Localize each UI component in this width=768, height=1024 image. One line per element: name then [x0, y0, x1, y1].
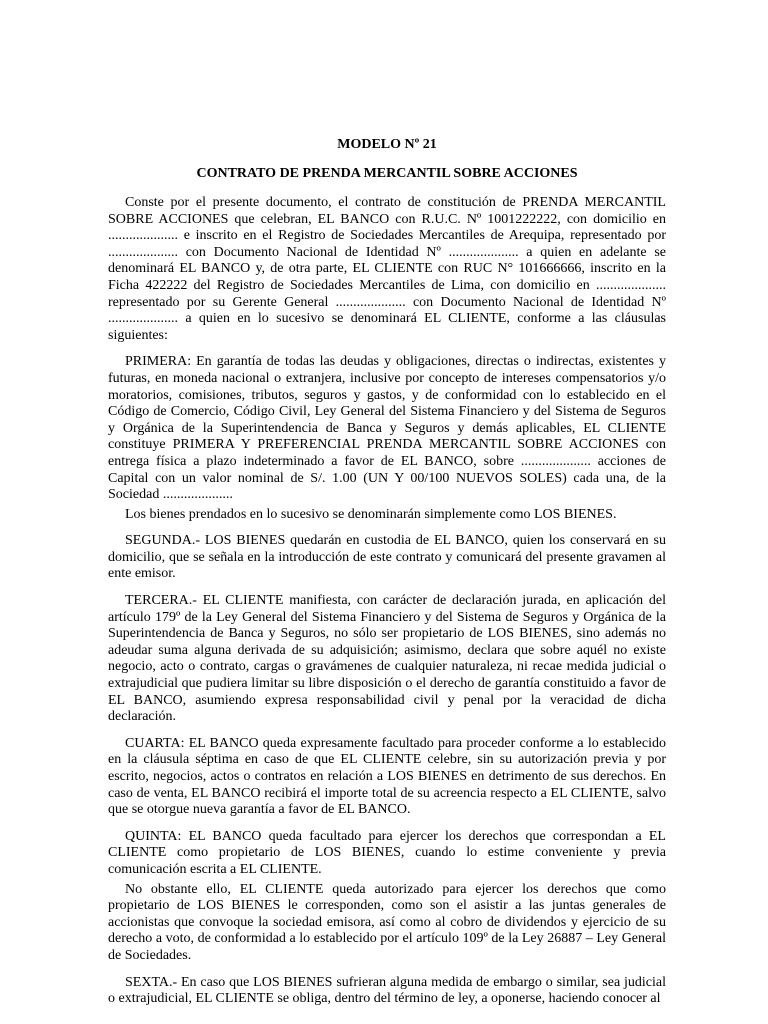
- document-title: MODELO Nº 21: [337, 137, 437, 152]
- paragraph-primera-note: Los bienes prendados en lo sucesivo se denominarán simplemente como LOS BIENES.: [125, 506, 617, 522]
- paragraph-clause-tercera: TERCERA.- EL CLIENTE manifiesta, con carácter de declaración jurada, en aplicación del artículo 179º de la Ley General del Sistema Financiero y del Sistema de Seguros y Orgánica de la Superintendencia de Banca y Seguros, no sólo ser propietario de LOS BIENES, sino además no adeudar suma alguna derivada de su adquisición; asimismo, declara que sobre aquél no existe negocio, acto o contrato, cargas o gravámenes de cualquier naturaleza, ni recae medida judicial o extrajudicial que pudiera limitar su libre disposición o el derecho de garantía constituido a favor de EL BANCO, asumiendo expresa responsabilidad civil y penal por la veracidad de dicha declaración.: [108, 593, 666, 725]
- paragraph-clause-quinta: QUINTA: EL BANCO queda facultado para ejercer los derechos que correspondan a EL CLIENTE como propietario de LOS BIENES, cuando lo estime conveniente y previa comunicación escrita a EL CLIENTE.: [108, 828, 666, 877]
- document-subtitle: CONTRATO DE PRENDA MERCANTIL SOBRE ACCIONES: [196, 166, 578, 181]
- paragraph-clause-segunda: SEGUNDA.- LOS BIENES quedarán en custodia de EL BANCO, quien los conservará en su domicilio, que se señala en la introducción de este contrato y comunicará del presente gravamen al ente emisor.: [108, 533, 666, 582]
- paragraph-clause-sexta: SEXTA.- En caso que LOS BIENES sufrieran alguna medida de embargo o similar, sea judicial o extrajudicial, EL CLIENTE se obliga, dentro del término de ley, a oponerse, haciendo conocer al: [108, 974, 666, 1007]
- paragraph-clause-cuarta: CUARTA: EL BANCO queda expresamente facultado para proceder conforme a lo establecido en la cláusula séptima en caso de que EL CLIENTE celebre, sin su autorización previa y por escrito, negocios, actos o contratos en relación a LOS BIENES en detrimento de sus derechos. En caso de venta, EL BANCO recibirá el importe total de su acreencia respecto a EL CLIENTE, salvo que se otorgue nueva garantía a favor de EL BANCO.: [108, 735, 666, 818]
- paragraph-quinta-note: No obstante ello, EL CLIENTE queda autorizado para ejercer los derechos que como propietario de LOS BIENES le corresponden, como son el asistir a las juntas generales de accionistas que convoque la sociedad emisora, así como al cobro de dividendos y ejercicio de su derecho a voto, de conformidad a lo establecido por el artículo 109º de la Ley 26887 – Ley General de Sociedades.: [108, 881, 666, 963]
- paragraph-clause-primera: PRIMERA: En garantía de todas las deudas y obligaciones, directas o indirectas, existentes y futuras, en moneda nacional o extranjera, inclusive por concepto de intereses compensatorios y/o moratorios, comisiones, tributos, seguros y gastos, y de conformidad con lo establecido en el Código de Comercio, Código Civil, Ley General del Sistema Financiero y del Sistema de Seguros y Orgánica de la Superintendencia de Banca y Seguros y demás aplicables, EL CLIENTE constituye PRIMERA Y PREFERENCIAL PRENDA MERCANTIL SOBRE ACCIONES con entrega física a plazo indeterminado a favor de EL BANCO, sobre .................... acciones de Capital con un valor nominal de S/. 1.00 (UN Y 00/100 NUEVOS SOLES) cada una, de la Sociedad ....................: [108, 354, 666, 503]
- paragraph-preamble: Conste por el presente documento, el contrato de constitución de PRENDA MERCANTIL SOBRE ACCIONES que celebran, EL BANCO con R.U.C. Nº 1001222222, con domicilio en .................... e inscrito en el Registro de Sociedades Mercantiles de Arequipa, representado por .................... con Documento Nacional de Identidad Nº .................... a quien en adelante se denominará EL BANCO y, de otra parte, EL CLIENTE con RUC N° 101666666, inscrito en la Ficha 422222 del Registro de Sociedades Mercantiles de Lima, con domicilio en .................... representado por su Gerente General .................... con Documento Nacional de Identidad Nº .................... a quien en lo sucesivo se denominará EL CLIENTE, conforme a las cláusulas siguientes:: [108, 195, 666, 343]
